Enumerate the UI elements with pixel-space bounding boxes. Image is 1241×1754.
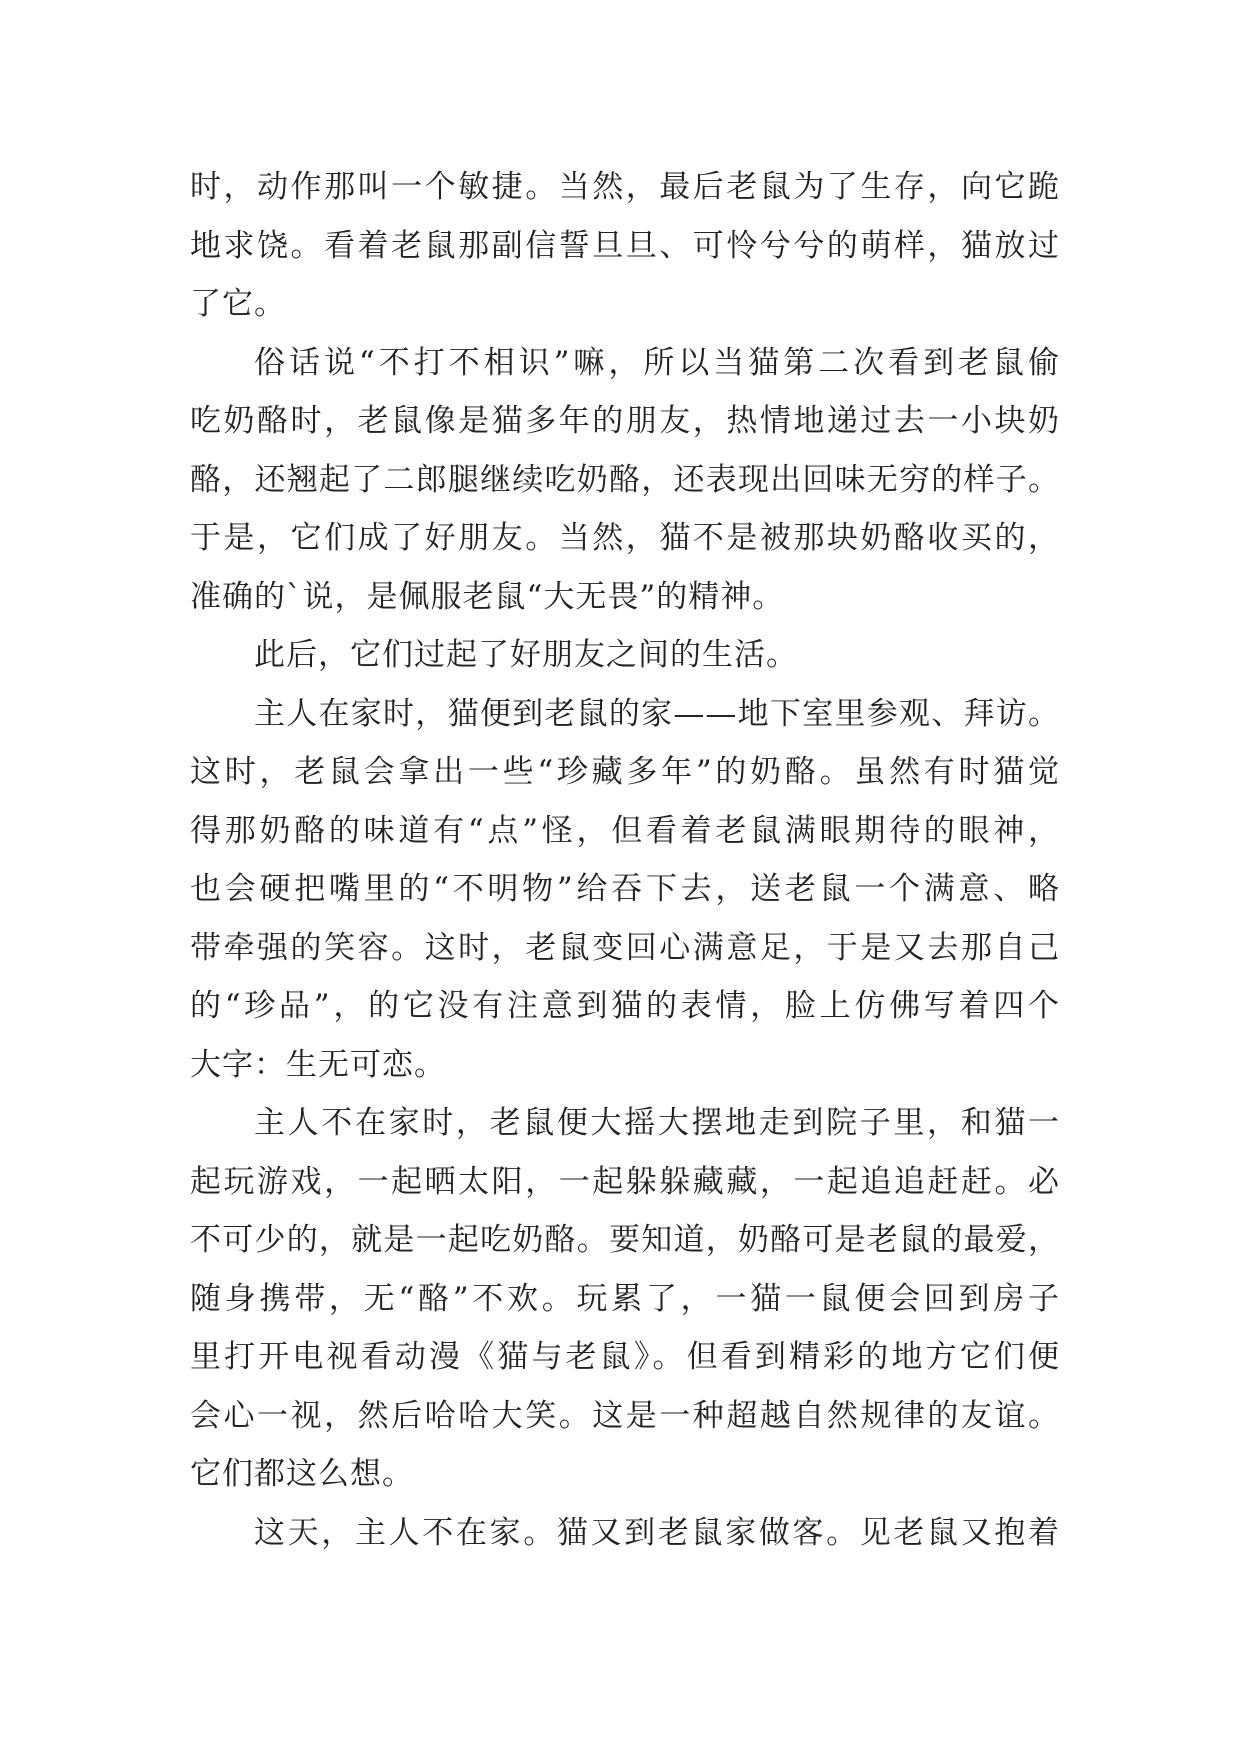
text-line: 酪，还翘起了二郎腿继续吃奶酪，还表现出回味无穷的样子。 [190, 461, 1060, 498]
text-line: 于是，它们成了好朋友。当然，猫不是被那块奶酪收买的， [190, 520, 1060, 556]
text-line: 也会硬把嘴里的“不明物”给吞下去，送老鼠一个满意、略 [190, 871, 1060, 907]
text-line: 俗话说“不打不相识”嘛，所以当猫第二次看到老鼠偷 [254, 344, 1060, 381]
text-line: 吃奶酪时，老鼠像是猫多年的朋友，热情地递过去一小块奶 [190, 403, 1060, 439]
text-line: 得那奶酪的味道有“点”怪，但看着老鼠满眼期待的眼神， [190, 812, 1060, 849]
text-line: 这时，老鼠会拿出一些“珍藏多年”的奶酪。虽然有时猫觉 [190, 754, 1060, 790]
text-line: 大字：生无可恋。 [190, 1046, 446, 1083]
text-line: 带牵强的笑容。这时，老鼠变回心满意足，于是又去那自己 [190, 929, 1060, 966]
text-line: 准确的`说，是佩服老鼠“大无畏”的精神。 [190, 578, 785, 615]
text-line: 地求饶。看着老鼠那副信誓旦旦、可怜兮兮的萌样，猫放过 [190, 227, 1060, 264]
text-line: 主人不在家时，老鼠便大摇大摆地走到院子里，和猫一 [254, 1105, 1060, 1141]
text-line: 主人在家时，猫便到老鼠的家——地下室里参观、拜访。 [254, 695, 1060, 732]
text-line: 它们都这么想。 [190, 1456, 414, 1492]
text-line: 时，动作那叫一个敏捷。当然，最后老鼠为了生存，向它跪 [190, 169, 1060, 205]
text-line: 会心一视，然后哈哈大笑。这是一种超越自然规律的友谊。 [190, 1397, 1060, 1434]
text-line: 这天，主人不在家。猫又到老鼠家做客。见老鼠又抱着 [254, 1514, 1060, 1551]
text-line: 随身携带，无“酪”不欢。玩累了，一猫一鼠便会回到房子 [190, 1280, 1060, 1317]
text-line: 此后，它们过起了好朋友之间的生活。 [254, 637, 798, 673]
text-line: 起玩游戏，一起晒太阳，一起躲躲藏藏，一起追追赶赶。必 [190, 1163, 1060, 1200]
body-text [190, 158, 1060, 1562]
text-line: 里打开电视看动漫《猫与老鼠》。但看到精彩的地方它们便 [190, 1339, 1060, 1375]
text-line: 的“珍品”，的它没有注意到猫的表情，脸上仿佛写着四个 [190, 988, 1060, 1024]
text-line: 了它。 [190, 286, 286, 322]
text-line: 不可少的，就是一起吃奶酪。要知道，奶酪可是老鼠的最爱， [190, 1222, 1060, 1258]
